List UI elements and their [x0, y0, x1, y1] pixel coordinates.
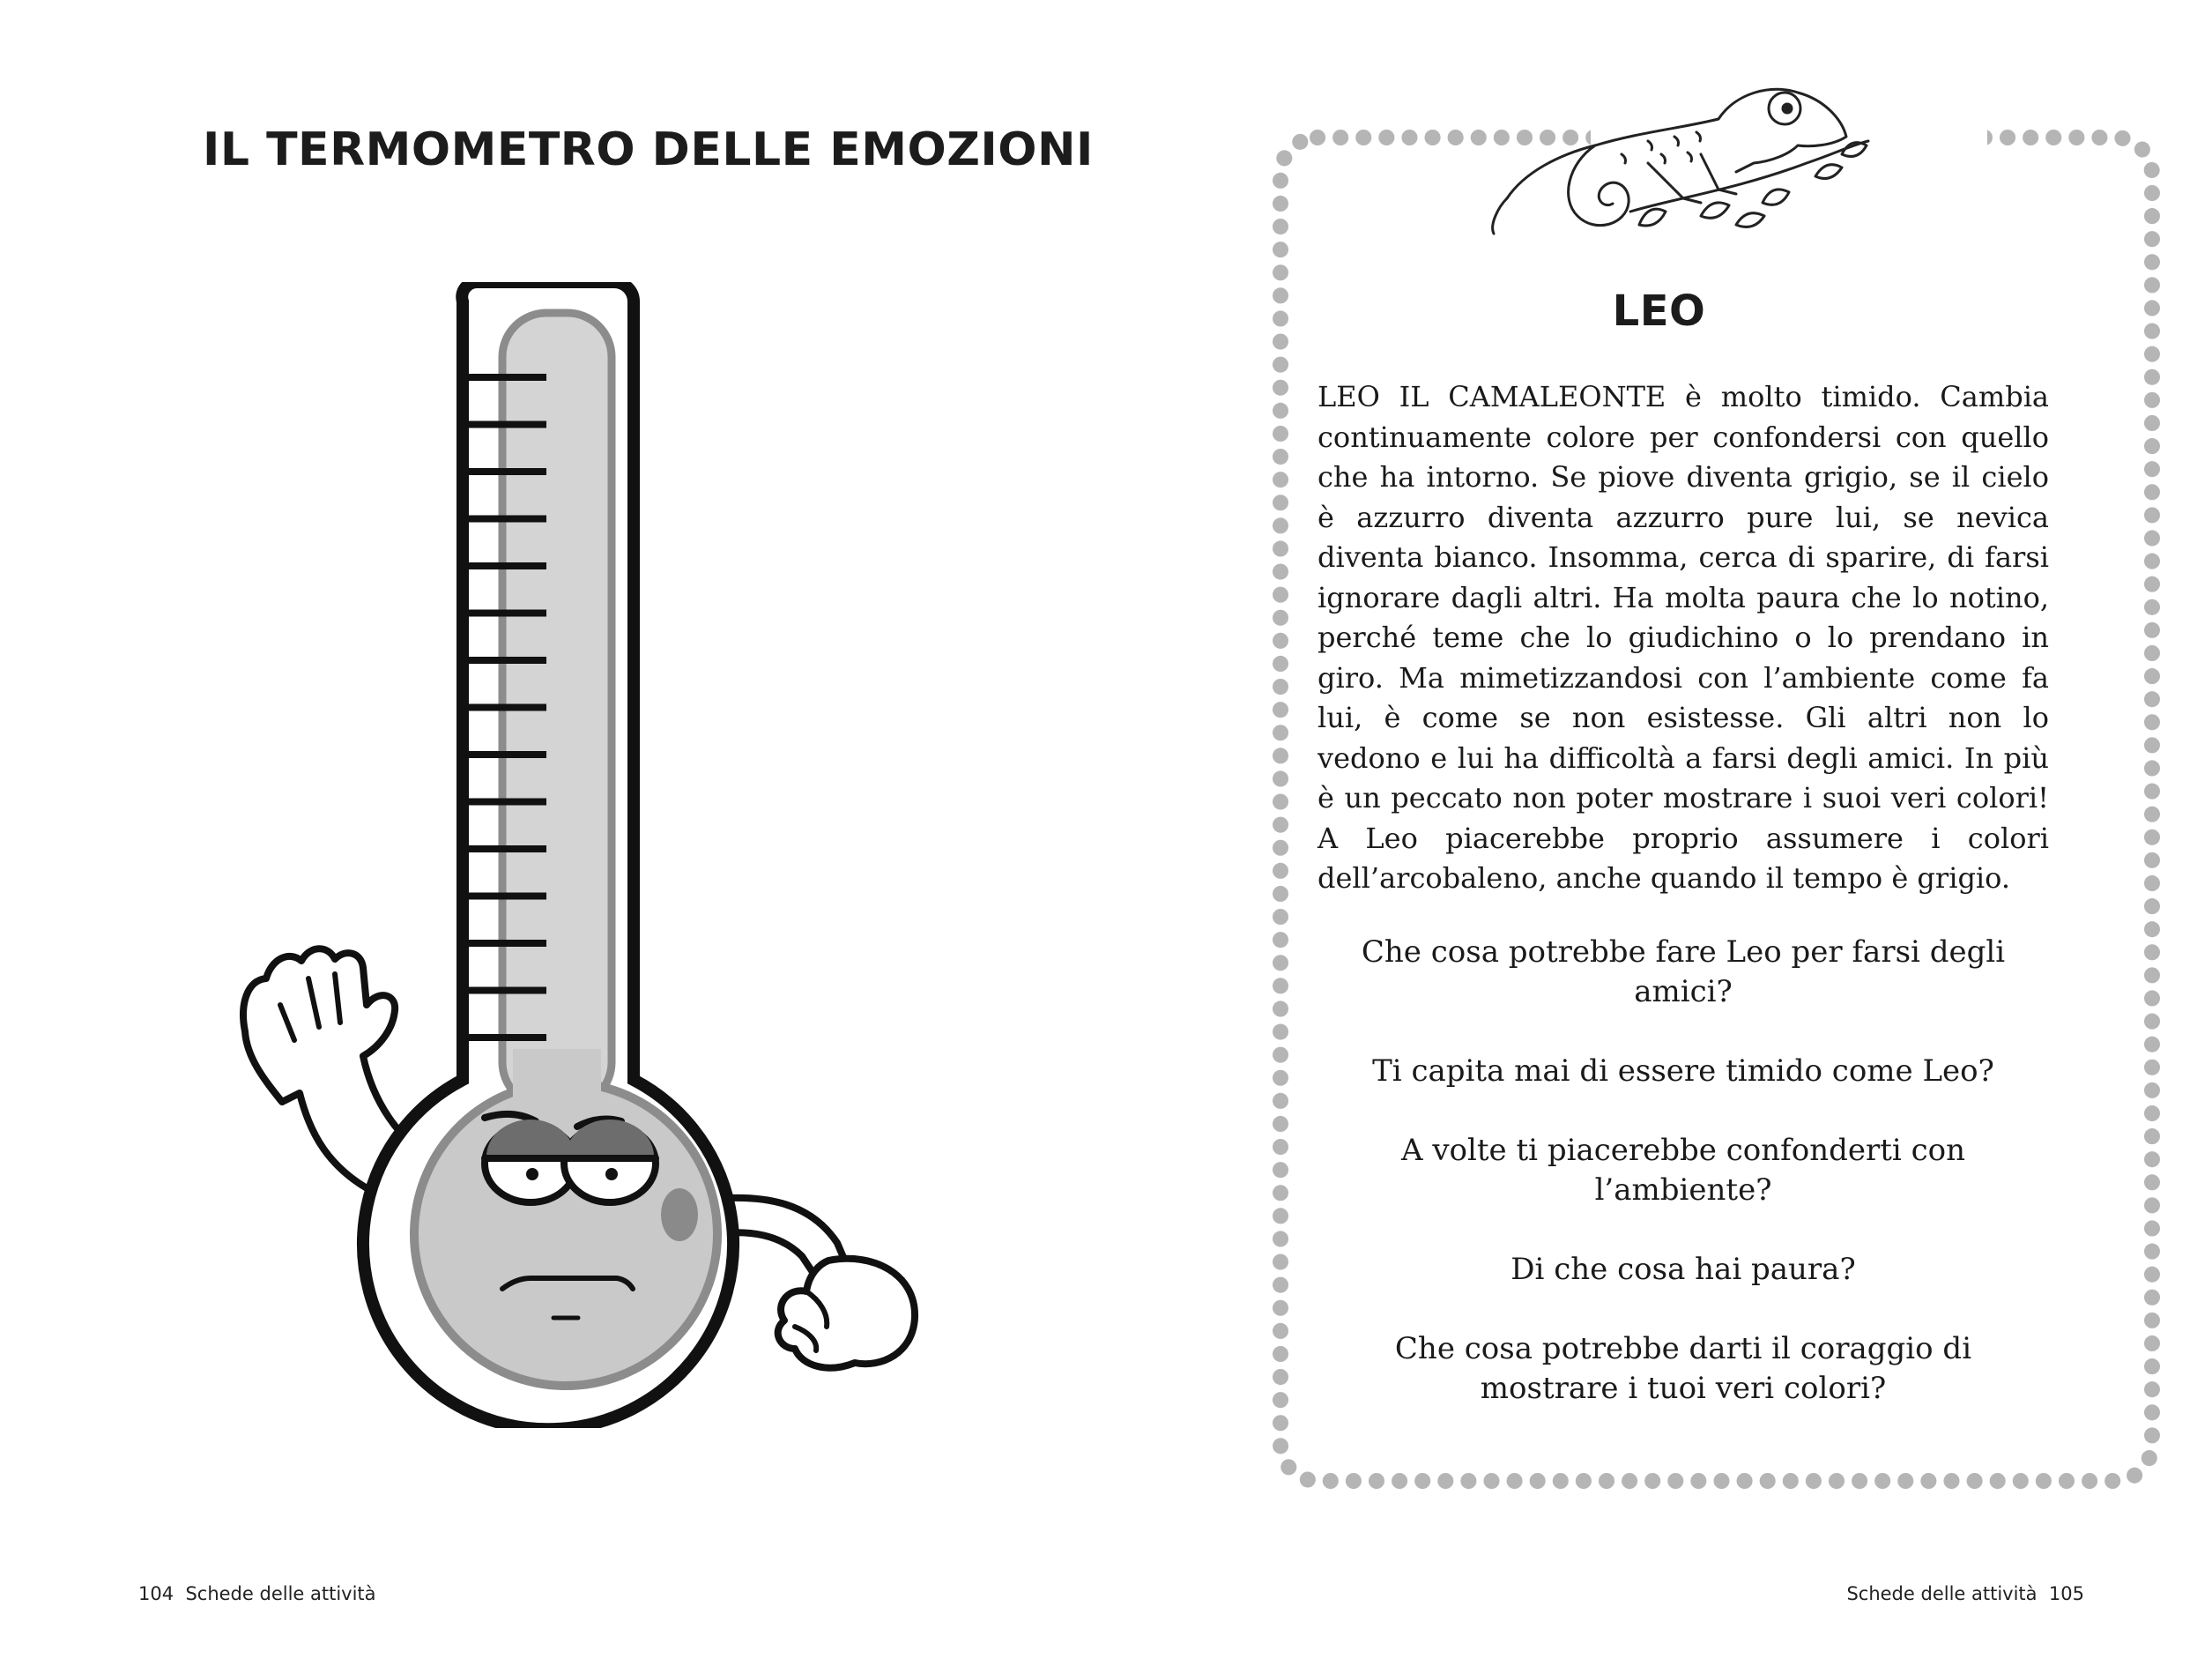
- section-name: Schede delle attività: [1846, 1583, 2038, 1604]
- question-item: Di che cosa hai paura?: [1511, 1252, 1856, 1287]
- question-list: [1318, 933, 2049, 1448]
- card-title: LEO: [1612, 286, 1706, 336]
- question-item: A volte ti piacerebbe confonderti con l’ambiente?: [1400, 1133, 1965, 1208]
- chameleon-icon: [1472, 57, 1877, 251]
- story-paragraph: LEO IL CAMALEONTE è molto timido. Cambia continuamente colore per confondersi con quello che ha intorno. Se piove diventa grigio, se il cielo è azzurro diventa azzurro pure lui, se nevica diventa bianco. Insomma, cerca di sparire, di farsi ignorare dagli altri. Ha molta paura che lo notino, perché teme che lo giudichino o lo prendano in giro. Ma mimetizzandosi con l’ambiente come fa lui, è come se non esistesse. Gli altri non lo vedono e lui ha difficoltà a farsi degli amici. In più è un peccato non poter mostrare i suoi veri colori! A Leo piacerebbe proprio assumere i colori dell’arcobaleno, anche quando il tempo è grigio.: [1318, 380, 2049, 895]
- footer-right: [1846, 1583, 2084, 1604]
- page-title: IL TERMOMETRO DELLE EMOZIONI: [203, 123, 1094, 176]
- cheek: [661, 1188, 698, 1241]
- question-item: Ti capita mai di essere timido come Leo?: [1372, 1053, 1994, 1089]
- section-name: Schede delle attività: [185, 1583, 376, 1604]
- right-page: [1106, 0, 2212, 1659]
- question-item: Che cosa potrebbe darti il coraggio di mostrare i tuoi veri colori?: [1394, 1331, 1972, 1406]
- fist-hand-icon: [714, 1198, 915, 1368]
- footer-left: [138, 1583, 376, 1604]
- question-item: Che cosa potrebbe fare Leo per farsi degli amici?: [1361, 934, 2006, 1009]
- page-number: 104: [138, 1583, 174, 1604]
- thermometer-body: [363, 282, 733, 1428]
- thermometer-illustration: [220, 282, 925, 1428]
- page-number: 105: [2048, 1583, 2084, 1604]
